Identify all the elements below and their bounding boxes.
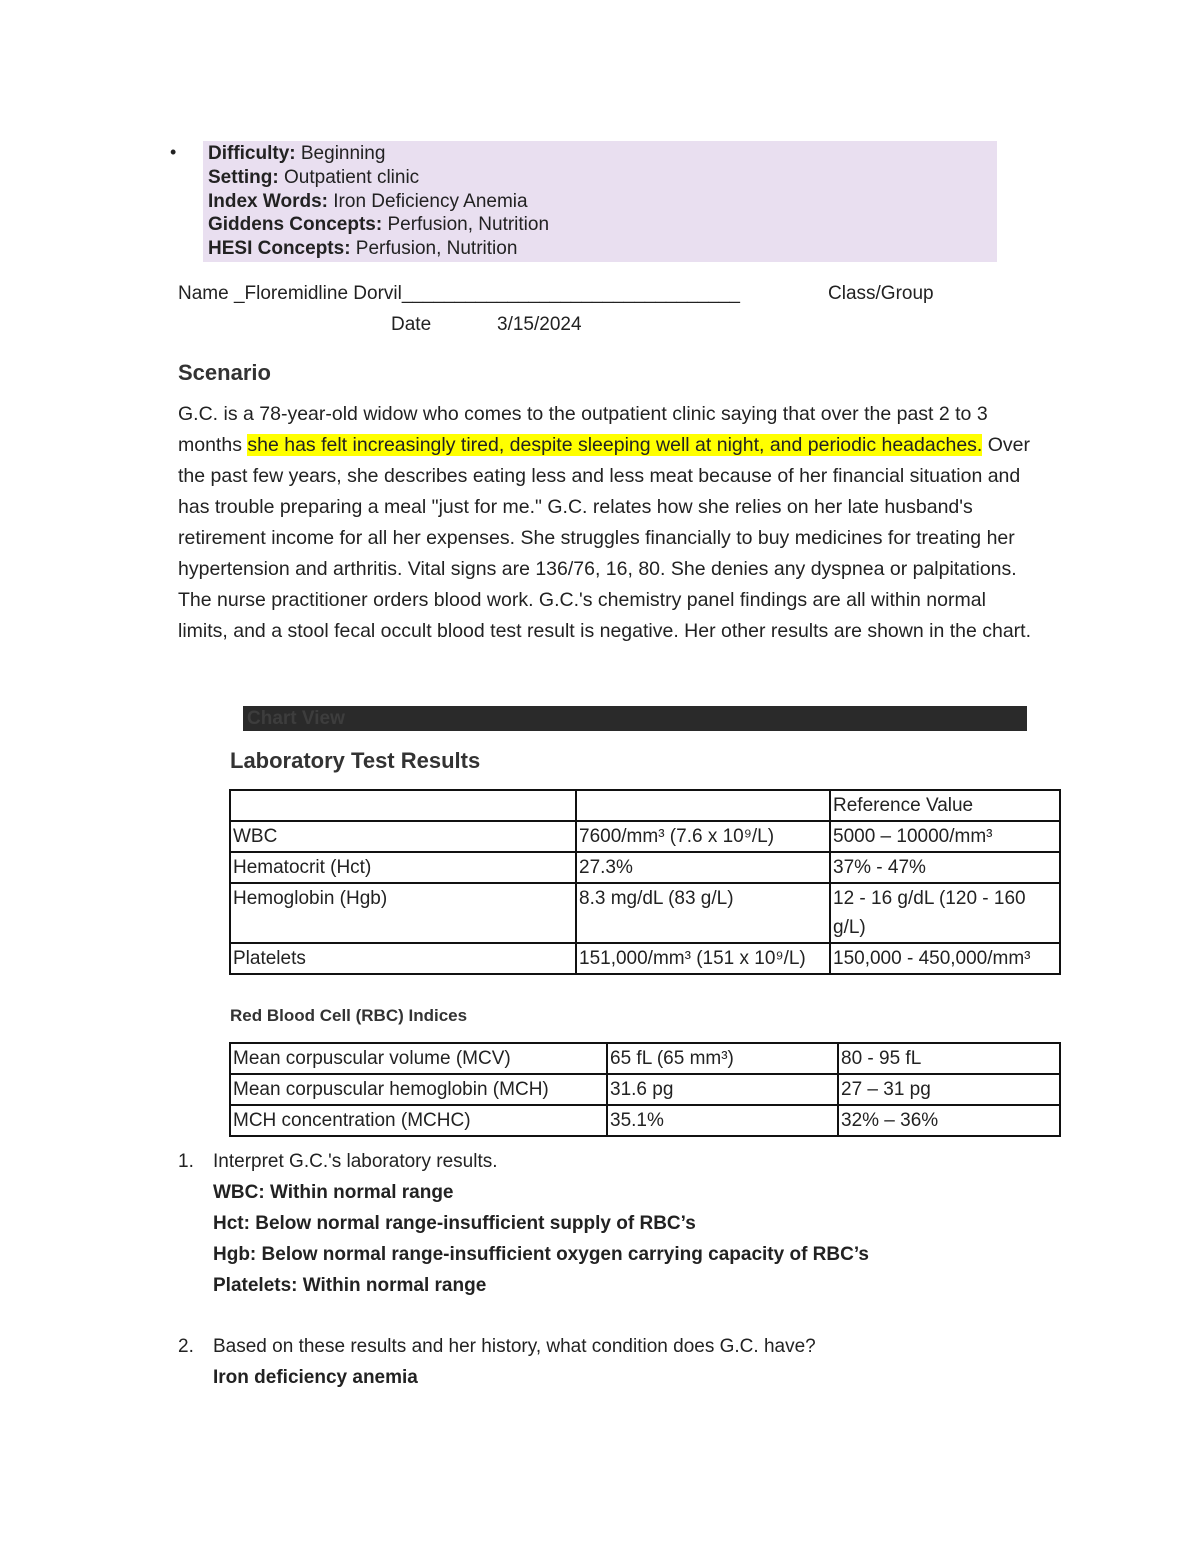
class-group-label: Class/Group [828,283,934,304]
scenario-title: Scenario [178,360,271,385]
index-words-line: Index Words: Iron Deficiency Anemia [208,190,528,212]
answer-condition: Iron deficiency anemia [213,1367,418,1388]
table-row: MCH concentration (MCHC) 35.1% 32% – 36% [230,1105,1060,1136]
table-row: Hematocrit (Hct) 27.3% 37% - 47% [230,852,1060,883]
lab-results-title: Laboratory Test Results [230,748,481,773]
date-value: 3/15/2024 [497,314,582,335]
table-row: WBC 7600/mm³ (7.6 x 10⁹/L) 5000 – 10000/mm³ [230,821,1060,852]
question-1-text: Interpret G.C.'s laboratory results. [213,1151,498,1172]
rbc-indices-title: Red Blood Cell (RBC) Indices [230,1006,468,1025]
giddens-line: Giddens Concepts: Perfusion, Nutrition [208,214,550,236]
lab-results-table [229,789,1061,975]
scenario-text: G.C. is a 78-year-old widow who comes to the outpatient clinic saying that over the past 2 to 3 months she has felt increasingly tired, despite sleeping well at night, and periodic headaches. Over the past few years, she describes eating less and less meat because of her financial situation and has trouble preparing a meal "just for me." G.C. relates how she relies on her late husband's retirement income for all her expenses. She struggles financially to buy medicines for treating her hypertension and arthritis. Vital signs are 136/76, 16, 80. She denies any dyspnea or palpitations. The nurse practitioner orders blood work. G.C.'s chemistry panel findings are all within normal limits, and a stool fecal occult blood test result is negative. Her other results are shown in the chart. [178,403,1032,642]
table-header-row: Reference Value [230,790,1060,821]
table-row: Hemoglobin (Hgb) 8.3 mg/dL (83 g/L) 12 - 16 g/dL (120 - 160 g/L) [230,883,1060,943]
answer-wbc: WBC: Within normal range [213,1182,454,1203]
chart-view-bar: Chart View [243,706,1027,731]
hesi-line: HESI Concepts: Perfusion, Nutrition [208,238,518,260]
table-row: Platelets 151,000/mm³ (151 x 10⁹/L) 150,000 - 450,000/mm³ [230,943,1060,974]
highlighted-text: she has felt increasingly tired, despite sleeping well at night, and periodic headaches. [247,434,983,456]
answer-hct: Hct: Below normal range-insufficient supply of RBC’s [213,1213,696,1234]
name-line: Name _Floremidline Dorvil________________________________ [178,283,740,304]
metadata-lines [208,142,549,261]
question-1-number: 1. [178,1151,194,1172]
table-row: Mean corpuscular hemoglobin (MCH) 31.6 pg 27 – 31 pg [230,1074,1060,1105]
rbc-indices-table [229,1042,1061,1137]
answer-hgb: Hgb: Below normal range-insufficient oxygen carrying capacity of RBC’s [213,1244,869,1265]
date-label: Date [391,314,432,335]
question-2-number: 2. [178,1336,194,1357]
table-row: Mean corpuscular volume (MCV) 65 fL (65 mm³) 80 - 95 fL [230,1043,1060,1074]
setting-line: Setting: Outpatient clinic [208,166,420,188]
question-2-text: Based on these results and her history, what condition does G.C. have? [213,1336,816,1357]
answer-platelets: Platelets: Within normal range [213,1275,487,1296]
difficulty-line: Difficulty: Beginning [208,143,386,164]
bullet-dot: • [170,142,177,162]
